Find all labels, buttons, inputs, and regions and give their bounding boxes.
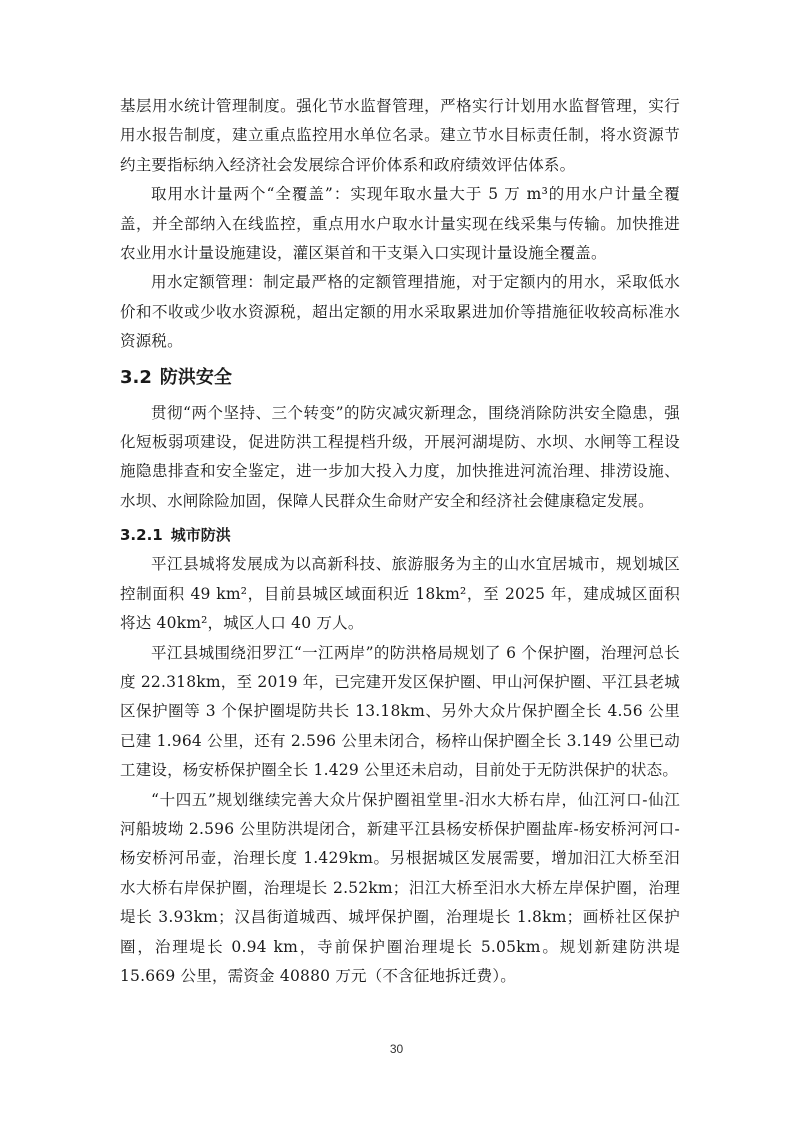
paragraph-metering-coverage: 取用水计量两个“全覆盖”：实现年取水量大于 5 万 m³的用水户计量全覆盖，并全部纳入在线监控，重点用水户取水计量实现在线采集与传输。加快推进农业用水计量设施建设，灌区渠首和干支渠入口实现计量设施全覆盖。 [120, 185, 680, 263]
paragraph-flood-intro: 贯彻“两个坚持、三个转变”的防灾减灾新理念，围绕消除防洪安全隐患，强化短板弱项建设，促进防洪工程提档升级，开展河湖堤防、水坝、水闸等工程设施隐患排查和安全鉴定，进一步加大投入力度，加快推进河流治理、排涝设施、水坝、水闸除险加固，保障人民群众生命财产安全和经济社会健康稳定发展。 [120, 403, 680, 510]
subsection-number: 3.2.1 [120, 526, 163, 545]
subsection-heading-urban-flood [120, 520, 680, 550]
paragraph-protection-circles: 平江县城围绕汨罗江“一江两岸”的防洪格局规划了 6 个保护圈，治理河总长度 22.318km，至 2019 年，已完建开发区保护圈、甲山河保护圈、平江县老城区保护圈等 3 个保护圈堤防共长 13.18km、另外大众片保护圈全长 4.56 公里已建 1.964 公里，还有 2.596 公里未闭合，杨梓山保护圈全长 3.149 公里已动工建设，杨安桥保护圈全长 1.429 公里还未启动，目前处于无防洪保护的状态。 [120, 643, 680, 780]
subsection-title: 城市防洪 [170, 526, 231, 545]
section-title: 防洪安全 [159, 366, 232, 388]
paragraph-water-statistics: 基层用水统计管理制度。强化节水监督管理，严格实行计划用水监督管理，实行用水报告制度，建立重点监控用水单位名录。建立节水目标责任制，将水资源节约主要指标纳入经济社会发展综合评价体系和政府绩效评估体系。 [120, 97, 680, 174]
page-content [120, 92, 680, 991]
page-number: 30 [389, 1042, 404, 1056]
section-number: 3.2 [120, 366, 152, 388]
paragraph-fourteenth-plan: “十四五”规划继续完善大众片保护圈祖堂里-汨水大桥右岸，仙江河口-仙江河船坡坳 2.596 公里防洪堤闭合，新建平江县杨安桥保护圈盐库-杨安桥河河口-杨安桥河吊壶，治理长度 1.429km。另根据城区发展需要，增加汨江大桥至汨水大桥右岸保护圈，治理堤长 2.52km；汨江大桥至汨水大桥左岸保护圈，治理堤长 3.93km；汉昌街道城西、城坪保护圈，治理堤长 1.8km；画桥社区保护圈，治理堤长 0.94 km，寺前保护圈治理堤长 5.05km。规划新建防洪堤 15.669 公里，需资金 40880 万元（不含征地拆迁费）。 [120, 790, 680, 985]
paragraph-quota-management: 用水定额管理：制定最严格的定额管理措施，对于定额内的用水，采取低水价和不收或少收水资源税，超出定额的用水采取累进加价等措施征收较高标准水资源税。 [120, 273, 680, 351]
section-heading-flood-safety [120, 361, 680, 395]
paragraph-city-plan: 平江县城将发展成为以高新科技、旅游服务为主的山水宜居城市，规划城区控制面积 49 km²，目前县城区域面积近 18km²，至 2025 年，建成城区面积将达 40km²，城区人口 40 万人。 [120, 555, 680, 633]
